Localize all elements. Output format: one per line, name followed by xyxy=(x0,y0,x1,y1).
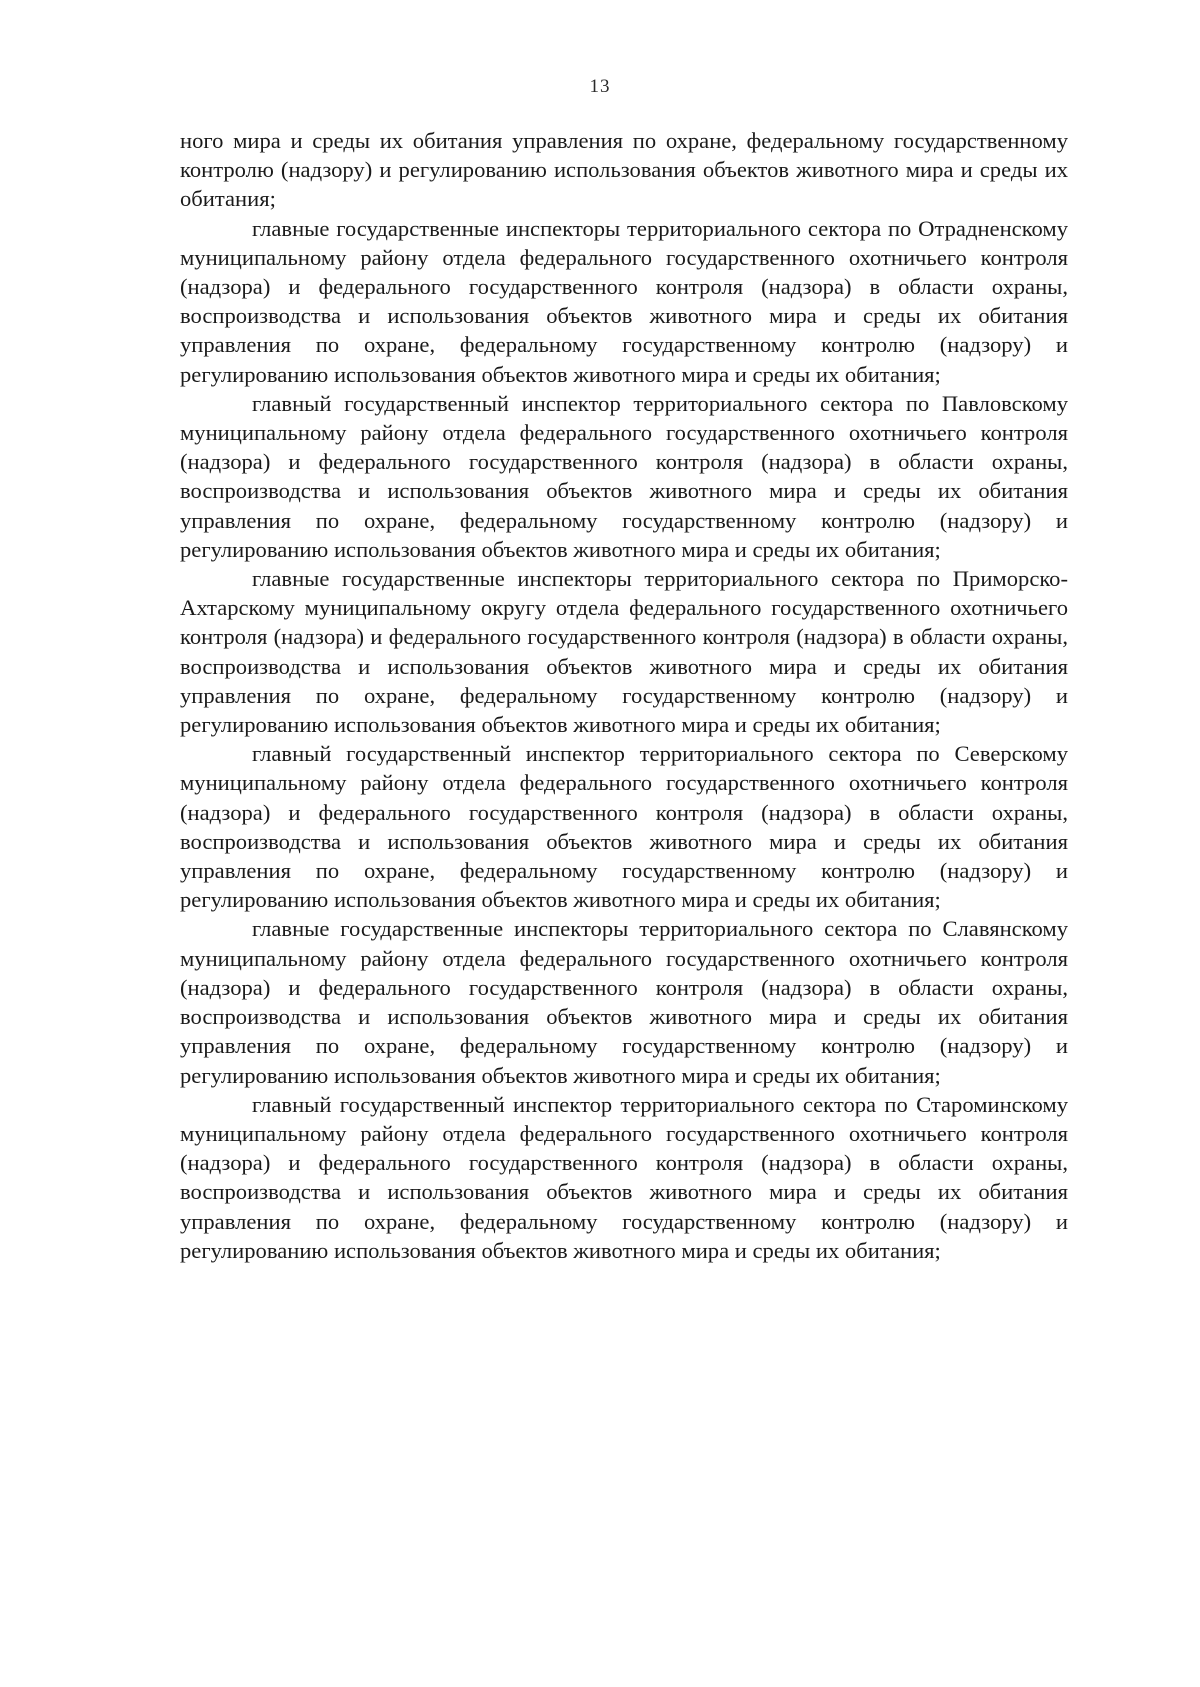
paragraph-starominsky: главный государственный инспектор территориального сектора по Староминскому муниципальному району отдела федерального государственного охотничьего контроля (надзора) и федерального государственного контроля (надзора) в области охраны, воспроизводства и использования объектов животного мира и среды их обитания управления по охране, федеральному государственному контролю (надзору) и регулированию использования объектов животного мира и среды их обитания; xyxy=(180,1091,1068,1263)
paragraph-slavyansky: главные государственные инспекторы территориального сектора по Славянскому муниципальному району отдела федерального государственного охотничьего контроля (надзора) и федерального государственного контроля (надзора) в области охраны, воспроизводства и использования объектов животного мира и среды их обитания управления по охране, федеральному государственному контролю (надзору) и регулированию использования объектов животного мира и среды их обитания; xyxy=(180,916,1068,1088)
page-number: 13 xyxy=(589,76,611,97)
document-body xyxy=(180,126,1068,1265)
paragraph-seversky: главный государственный инспектор территориального сектора по Северскому муниципальному району отдела федерального государственного охотничьего контроля (надзора) и федерального государственного контроля (надзора) в области охраны, воспроизводства и использования объектов животного мира и среды их обитания управления по охране, федеральному государственному контролю (надзору) и регулированию использования объектов животного мира и среды их обитания; xyxy=(180,741,1068,913)
paragraph-continuation: ного мира и среды их обитания управления по охране, федеральному государственному контролю (надзору) и регулированию использования объектов животного мира и среды их обитания; xyxy=(180,128,1068,212)
paragraph-primorsko-akhtarsky: главные государственные инспекторы территориального сектора по Приморско-Ахтарскому муниципальному округу отдела федерального государственного охотничьего контроля (надзора) и федерального государственного контроля (надзора) в области охраны, воспроизводства и использования объектов животного мира и среды их обитания управления по охране, федеральному государственному контролю (надзору) и регулированию использования объектов животного мира и среды их обитания; xyxy=(180,566,1068,738)
paragraph-pavlovsky: главный государственный инспектор территориального сектора по Павловскому муниципальному району отдела федерального государственного охотничьего контроля (надзора) и федерального государственного контроля (надзора) в области охраны, воспроизводства и использования объектов животного мира и среды их обитания управления по охране, федеральному государственному контролю (надзору) и регулированию использования объектов животного мира и среды их обитания; xyxy=(180,390,1068,562)
paragraph-otradnensky: главные государственные инспекторы территориального сектора по Отрадненскому муниципальному району отдела федерального государственного охотничьего контроля (надзора) и федерального государственного контроля (надзора) в области охраны, воспроизводства и использования объектов животного мира и среды их обитания управления по охране, федеральному государственному контролю (надзору) и регулированию использования объектов животного мира и среды их обитания; xyxy=(180,215,1068,387)
